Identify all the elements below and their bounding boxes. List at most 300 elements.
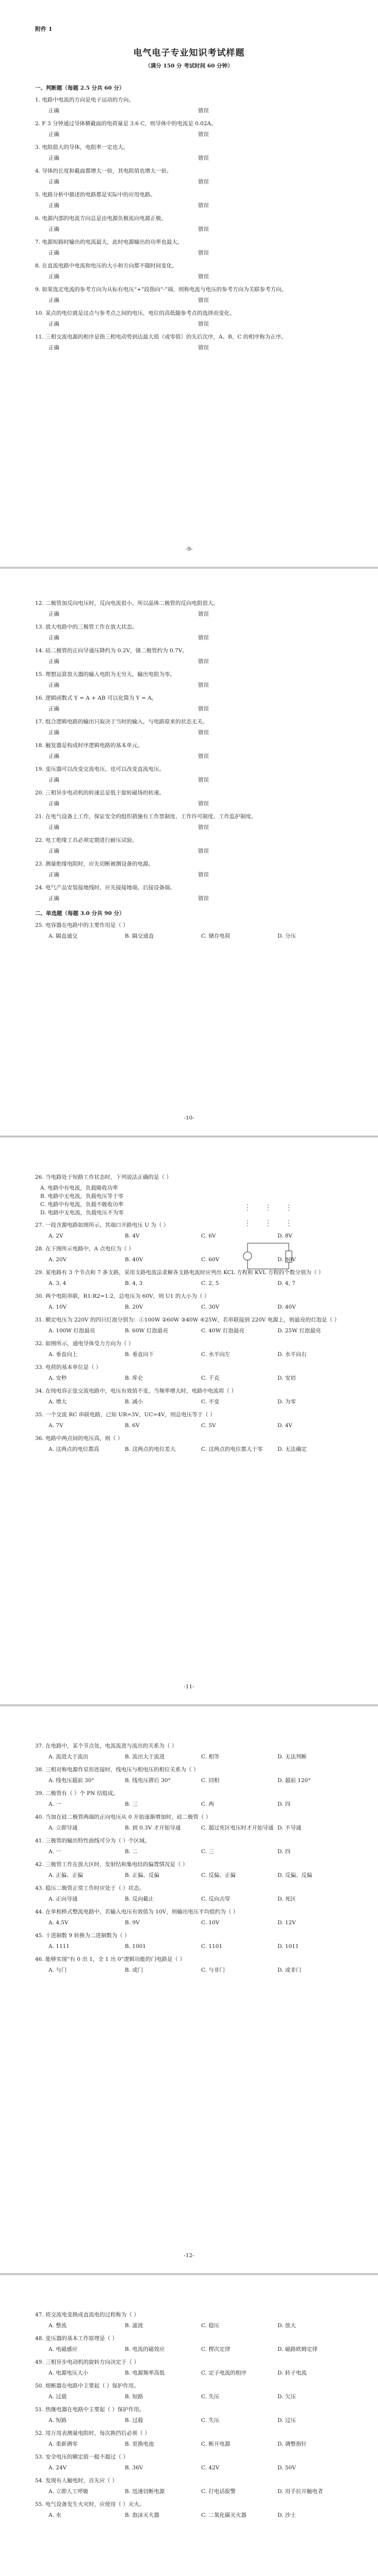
answer-options	[35, 2369, 344, 2377]
answer-options	[35, 658, 344, 666]
answer-options	[35, 1422, 344, 1430]
question-text: 34. 在纯电容正弦交流电路中，电压有效值不变，当频率增大时，电路中电流将（ ）	[35, 1388, 237, 1394]
question-text: 13. 放大电路中的三极管工作在放大状态。	[35, 624, 138, 630]
answer-options	[35, 1943, 344, 1951]
page-number: -11-	[184, 1684, 194, 1690]
answer-option[interactable]: 错误	[198, 345, 209, 351]
answer-option[interactable]: 正确	[48, 824, 59, 831]
question-text: 17. 组合逻辑电路的输出只取决于当时的输入，与电路原来的状态无关。	[35, 719, 208, 725]
answer-option[interactable]: 错误	[198, 131, 209, 138]
answer-option[interactable]: 错误	[198, 730, 209, 736]
answer-option[interactable]: C. 同相	[201, 1777, 220, 1784]
answer-option[interactable]: 错误	[198, 777, 209, 783]
answer-option[interactable]: C. 打电话报警	[201, 2488, 236, 2495]
answer-options	[35, 249, 344, 257]
answer-option[interactable]: C. 电路中有电流，负载不吸收功率	[40, 1201, 124, 1208]
question-text: 28. 在下图所示电路中，A 点电位为（ ）	[35, 1246, 134, 1252]
answer-options	[35, 776, 344, 784]
answer-option[interactable]: 正确	[48, 872, 59, 878]
question-text: 43. 稳压二极管正常工作时应处于（ ）状态。	[35, 1885, 145, 1891]
answer-option[interactable]: B. 36V	[125, 2465, 143, 2471]
question-text: 46. 能够实现“有 0 出 1，全 1 出 0”逻辑功能的门电路是（ ）	[35, 1956, 185, 1962]
question-text: 48. 变压器的基本工作原理是（ ）	[35, 2335, 118, 2342]
answer-options	[35, 871, 344, 879]
answer-options	[35, 2441, 344, 2448]
answer-option[interactable]: A. 1111	[48, 1943, 70, 1950]
answer-options	[35, 178, 344, 186]
answer-option[interactable]: 正确	[48, 250, 59, 256]
answer-option[interactable]: C. 二氧化碳灭火器	[201, 2512, 246, 2518]
answer-option[interactable]: A. 2V	[48, 1233, 63, 1239]
answer-option[interactable]: C. 储存电荷	[201, 933, 231, 939]
judge-question-list	[35, 96, 344, 352]
question-text: 21. 在电气设备上工作，保证安全的组织措施有工作票制度、工作许可制度、工作监护制度。	[35, 814, 257, 820]
question-text: 8. 在直流电路中电流和电压的大小和方向都不随时间变化。	[35, 263, 177, 269]
answer-options	[35, 1753, 344, 1761]
answer-option[interactable]: 错误	[198, 706, 209, 712]
answer-option[interactable]: C. 反偏、正偏	[201, 1872, 236, 1878]
answer-option[interactable]: A. 正向导通	[48, 1896, 78, 1902]
answer-options	[35, 1375, 344, 1382]
answer-options	[35, 753, 344, 760]
page-1	[0, 0, 378, 567]
answer-options	[35, 2393, 344, 2401]
answer-option[interactable]: D. 沙土	[277, 2512, 296, 2518]
answer-option[interactable]: B. 更换电池	[125, 2441, 154, 2447]
answer-option[interactable]: D. 或非门	[277, 1967, 302, 1973]
question-text: 27. 一段含源电路如图所示，其端口开路电压 U 为（ ）	[35, 1222, 169, 1228]
answer-option[interactable]: B. 电路中无电流，负载电压等于零	[40, 1193, 124, 1199]
question-text: 23. 测量绝缘电阻时，应先切断被测设备的电源。	[35, 861, 154, 867]
question-text: 47. 将交流电变换成直流电的过程称为（ ）	[35, 2312, 139, 2318]
answer-option[interactable]: A. 电路中有电流，负载吸收功率	[40, 1185, 118, 1191]
answer-option[interactable]: 正确	[48, 321, 59, 327]
question-text: 14. 硅二极管的正向导通压降约为 0.2V，锗二极管约为 0.7V。	[35, 648, 188, 654]
answer-options	[35, 297, 344, 304]
answer-option[interactable]: 错误	[198, 274, 209, 280]
question-text: 52. 用万用表测量电阻时，每次换挡后必须（ ）	[35, 2430, 150, 2436]
answer-option[interactable]: A. 电磁感应	[48, 2346, 78, 2352]
answer-option[interactable]: B. 正偏、反偏	[125, 1872, 159, 1878]
answer-option[interactable]: C. 5V	[201, 1422, 216, 1429]
question-text: 3. 电阻值大的导体，电阻率一定也大。	[35, 144, 129, 150]
answer-option[interactable]: D. 1011	[277, 1943, 299, 1950]
answer-options	[35, 202, 344, 210]
answer-options	[35, 226, 344, 233]
answer-option[interactable]: 错误	[198, 108, 209, 114]
question-text: 49. 三相异步电动机的旋转方向决定于（ ）	[35, 2359, 139, 2365]
answer-option[interactable]: 正确	[48, 179, 59, 185]
answer-option[interactable]: 正确	[48, 801, 59, 807]
answer-option[interactable]: 错误	[198, 872, 209, 878]
section-heading-judge: 一、判断题（每题 2.5 分共 60 分）	[35, 85, 125, 91]
answer-option[interactable]: A. 隔直通交	[48, 933, 78, 939]
answer-option[interactable]: B. 二	[125, 1849, 138, 1855]
answer-options	[35, 611, 344, 618]
answer-option[interactable]: B. 9V	[125, 1920, 140, 1926]
answer-option[interactable]: D. 分压	[277, 933, 296, 939]
answer-options	[35, 848, 344, 855]
answer-option[interactable]: C. 30V	[201, 1304, 220, 1310]
question-text: 54. 发现有人触电时，首先应（ ）	[35, 2478, 118, 2484]
answer-option[interactable]: A. 24V	[48, 2465, 67, 2471]
answer-option[interactable]: B. 6V	[125, 1422, 140, 1429]
answer-option[interactable]: C. 失压	[201, 2417, 220, 2424]
question-text: 4. 导体的长度和截面都增大一倍，其电阻值也增大一倍。	[35, 168, 172, 174]
answer-option[interactable]: D. 40V	[277, 1304, 296, 1310]
answer-option[interactable]: C. 失压	[201, 2394, 220, 2400]
question-text: 50. 熔断器在电路中主要起（ ）保护作用。	[35, 2383, 139, 2389]
answer-option[interactable]: 正确	[48, 155, 59, 161]
answer-options	[35, 895, 344, 903]
answer-option[interactable]: 错误	[198, 297, 209, 303]
answer-options	[35, 933, 344, 940]
answer-option[interactable]: A. 100W 灯泡最亮	[48, 1328, 95, 1334]
answer-option[interactable]: 正确	[48, 131, 59, 138]
question-text: 37. 在电路中，某个节点处，电流流进与流出的关系为（ ）	[35, 1743, 177, 1749]
circuit-diagram	[242, 1199, 304, 1277]
answer-option[interactable]: 错误	[198, 321, 209, 327]
answer-option[interactable]: D. 超前 120°	[277, 1777, 311, 1784]
answer-option[interactable]: C. 42V	[201, 2465, 220, 2471]
answer-option[interactable]: B. 垂直向下	[125, 1351, 154, 1358]
question-text: 55. 电气设备发生火灾时，应使用（ ）灭火。	[35, 2501, 145, 2507]
question-text: 32. 如图所示，通电导体受力方向为（ ）	[35, 1341, 134, 1347]
answer-options	[35, 1446, 344, 1453]
answer-option[interactable]: B. 三	[125, 1801, 138, 1807]
answer-options	[35, 2488, 344, 2496]
answer-option[interactable]: 错误	[198, 682, 209, 688]
answer-option[interactable]: B. 滤波	[125, 2323, 143, 2329]
answer-option[interactable]: 错误	[198, 179, 209, 185]
answer-option[interactable]: B. 减小	[125, 1399, 143, 1405]
answer-option[interactable]: D. 欠压	[277, 2394, 296, 2400]
answer-option[interactable]: C. 10V	[201, 1920, 220, 1926]
answer-option[interactable]: B. 电流的磁效应	[125, 2346, 165, 2352]
answer-option[interactable]: D. 死区	[277, 1896, 296, 1902]
answer-option[interactable]: 错误	[198, 895, 209, 902]
choice-question-list	[35, 922, 344, 940]
answer-options	[35, 1351, 344, 1359]
answer-option[interactable]: 正确	[48, 345, 59, 351]
answer-option[interactable]: D. 25W 灯泡最亮	[277, 1328, 321, 1334]
answer-option[interactable]: B. 60W 灯泡最亮	[125, 1328, 168, 1334]
answer-options	[35, 1303, 344, 1311]
answer-option[interactable]: 正确	[48, 202, 59, 209]
answer-option[interactable]: C. 相等	[201, 1754, 220, 1760]
answer-option[interactable]: A. 正偏、正偏	[48, 1872, 83, 1878]
answer-option[interactable]: D. 4V	[277, 1422, 292, 1429]
question-text: 16. 逻辑函数式 Y = A + AB 可以化简为 Y = A。	[35, 695, 157, 701]
answer-options	[35, 1398, 344, 1406]
answer-option[interactable]: A. 垂直向上	[48, 1351, 78, 1358]
answer-option[interactable]: D. 转子电流	[277, 2370, 307, 2376]
answer-option[interactable]: A. 短路	[48, 2417, 67, 2424]
question-text: 1. 电路中电流的方向是电子运动的方向。	[35, 97, 134, 103]
question-text: 25. 电容器在电路中的主要作用是（ ）	[35, 922, 128, 928]
answer-option[interactable]: A. 过载	[48, 2394, 67, 2400]
answer-option[interactable]: 错误	[198, 635, 209, 641]
question-text: 44. 在单相桥式整流电路中，若输入电压有效值为 10V，则输出电压平均值约为（ ）	[35, 1909, 239, 1915]
answer-option[interactable]: 正确	[48, 895, 59, 902]
answer-option[interactable]: A. 这两点的电位都高	[48, 1446, 100, 1452]
answer-option[interactable]: C. 这两点的电位都大于零	[201, 1446, 263, 1452]
question-text: 31. 额定电压为 220V 的四只灯泡分别为：①100W ②60W ③40W ④25W，若串联接到 220V 电源上，则最亮的灯泡是（ ）	[35, 1317, 340, 1323]
answer-option[interactable]: D. 80V	[277, 1257, 296, 1263]
section-heading-choice: 二、单选题（每题 3.0 分共 90 分）	[35, 910, 125, 917]
answer-option[interactable]: A. 重新调零	[48, 2441, 78, 2447]
answer-option[interactable]: A. 与门	[48, 1967, 67, 1973]
answer-options	[35, 800, 344, 808]
answer-option[interactable]: 正确	[48, 658, 59, 665]
answer-options	[35, 2417, 344, 2425]
answer-option[interactable]: B. 或门	[125, 1967, 143, 1973]
answer-option[interactable]: A. 立即导通	[48, 1825, 78, 1831]
page-2	[0, 569, 378, 1136]
answer-option[interactable]: B. 短路	[125, 2394, 143, 2400]
question-text: 6. 电源内部的电流方向总是由电源负极流向电源正极。	[35, 215, 167, 222]
answer-options	[35, 320, 344, 328]
answer-option[interactable]: 正确	[48, 777, 59, 783]
answer-option[interactable]: B. 线电压滞后 30°	[125, 1777, 171, 1784]
answer-options	[35, 1327, 344, 1335]
page-3	[0, 1138, 378, 1704]
answer-option[interactable]: C. 反向击穿	[201, 1896, 231, 1902]
question-text: 26. 当电路处于短路工作状态时，下列说法正确的是（ ）	[35, 1174, 172, 1180]
question-text: 19. 变压器可以改变交流电压，也可以改变直流电压。	[35, 766, 165, 772]
answer-option[interactable]: 错误	[198, 226, 209, 232]
answer-option[interactable]: B. 流出大于流进	[125, 1754, 165, 1760]
answer-option[interactable]: A. 增大	[48, 1399, 67, 1405]
answer-option[interactable]: 正确	[48, 274, 59, 280]
answer-option[interactable]: D. 12V	[277, 1920, 296, 1926]
question-text: 36. 电路中两点间的电压高，则（ ）	[35, 1435, 123, 1442]
answer-option[interactable]: 错误	[198, 801, 209, 807]
attachment-label: 附件 1	[35, 26, 53, 32]
document-title: 电气电子专业知识考试样题	[133, 48, 245, 58]
answer-option[interactable]: A. 4.5V	[48, 1920, 69, 1926]
answer-option[interactable]: A. 电源电压大小	[48, 2370, 89, 2376]
answer-option[interactable]: D. 磁路欧姆定律	[277, 2346, 318, 2352]
page-5-body	[35, 2311, 344, 2524]
question-text: 2. F 3 分钟通过导体横截面的电荷量是 3.6 C，则导体中的电流是 0.02A。	[35, 121, 217, 127]
answer-options	[35, 2512, 344, 2519]
answer-option[interactable]: A. 3, 4	[48, 1280, 67, 1286]
answer-option[interactable]: D. 安培	[277, 1375, 296, 1381]
answer-options	[35, 1895, 344, 1903]
page-5	[0, 2275, 378, 2576]
answer-option[interactable]: A. 水	[48, 2512, 61, 2518]
question-text: 42. 三极管工作在放大区时，发射结和集电结的偏置情况是（ ）	[35, 1861, 188, 1868]
answer-options	[35, 2346, 344, 2353]
answer-options	[35, 155, 344, 162]
answer-option[interactable]: 错误	[198, 155, 209, 161]
answer-option[interactable]: 正确	[48, 226, 59, 232]
answer-option[interactable]: C. 三	[201, 1849, 214, 1855]
answer-option[interactable]: 正确	[48, 730, 59, 736]
question-text: 10. 某点的电位就是这点与参考点之间的电压，电位的高低随参考点的选择而变化。	[35, 310, 235, 316]
question-text: 20. 三相异步电动机的转速总是低于旋转磁场的转速。	[35, 790, 165, 796]
answer-options	[35, 1801, 344, 1808]
answer-option[interactable]: B. 反向截止	[125, 1896, 154, 1902]
answer-option[interactable]: A. 20V	[48, 1257, 67, 1263]
question-text: 24. 电气产品安装接地线时，应先接接地端，后接设备端。	[35, 885, 176, 891]
question-text: 29. 某电路有 3 个节点和 7 条支路，采用支路电流法求解各支路电流时应列出 KCL 方程和 KVL 方程的个数分别为（ ）	[35, 1269, 324, 1276]
answer-option[interactable]: 错误	[198, 202, 209, 209]
judge-question-list	[35, 600, 344, 903]
answer-option[interactable]: D. 50V	[277, 2465, 296, 2471]
answer-option[interactable]: A. 10V	[48, 1304, 67, 1310]
page-2-body	[35, 600, 344, 945]
question-text: 39. 二极管有（ ）个 PN 结组成。	[35, 1790, 119, 1797]
answer-option[interactable]: D. 四	[277, 1801, 291, 1807]
answer-option[interactable]: 正确	[48, 706, 59, 712]
page-number: -10-	[184, 1115, 194, 1121]
answer-options	[35, 1777, 344, 1785]
answer-options	[35, 1824, 344, 1832]
answer-option[interactable]: D. 无法判断	[277, 1754, 307, 1760]
answer-option[interactable]: D. 无法确定	[277, 1446, 307, 1452]
answer-options	[35, 1848, 344, 1856]
answer-option[interactable]: 正确	[48, 848, 59, 854]
answer-option[interactable]: A. 流进大于流出	[48, 1754, 89, 1760]
answer-option[interactable]: A. 一	[48, 1801, 61, 1807]
answer-option[interactable]: D. 放大	[277, 2323, 296, 2329]
answer-option[interactable]: D. 四	[277, 1849, 291, 1855]
answer-options	[35, 2464, 344, 2472]
answer-option[interactable]: D. 8V	[277, 1233, 292, 1239]
answer-options	[35, 824, 344, 832]
answer-option[interactable]: 正确	[48, 635, 59, 641]
answer-option[interactable]: A. 线电压超前 30°	[48, 1777, 94, 1784]
answer-option[interactable]: 错误	[198, 824, 209, 831]
answer-options	[35, 107, 344, 115]
question-text: 5. 电路分析中描述的电路都是实际中的应用电路。	[35, 192, 156, 198]
answer-option[interactable]: 正确	[48, 108, 59, 114]
page-1-body	[35, 77, 344, 357]
document-subtitle: （满分 150 分 考试时间 60 分钟）	[145, 63, 233, 69]
answer-option[interactable]: A. 7V	[48, 1422, 63, 1429]
answer-option[interactable]: 错误	[198, 753, 209, 759]
answer-option[interactable]: C. 楞次定律	[201, 2346, 231, 2352]
answer-option[interactable]: B. 库仑	[125, 1375, 143, 1381]
answer-option[interactable]: B. 泡沫灭火器	[125, 2512, 159, 2518]
question-text: 35. 一个交流 RC 串联电路，已知 UR=3V，UC=4V，则总电压等于（ ）	[35, 1412, 216, 1418]
page-4	[0, 1706, 378, 2273]
answer-option[interactable]: 错误	[198, 250, 209, 256]
answer-option[interactable]: C. 定子电流的相序	[201, 2370, 246, 2376]
answer-option[interactable]: C. 断开电源	[201, 2441, 231, 2447]
answer-option[interactable]: A. 安秒	[48, 1375, 67, 1381]
answer-option[interactable]: B. 到 0.3V 才开始导通	[125, 1825, 181, 1831]
answer-option[interactable]: B. 4V	[125, 1233, 140, 1239]
page-number: -12-	[184, 2252, 194, 2259]
answer-option[interactable]: 正确	[48, 611, 59, 617]
answer-option[interactable]: C. 2, 5	[201, 1280, 219, 1286]
question-text: 15. 理想运算放大器的输入电阻为无穷大，输出电阻为零。	[35, 671, 176, 677]
answer-option[interactable]: D. 4, 7	[277, 1280, 295, 1286]
question-text: 40. 当加在硅二极管两端的正向电压从 0 开始逐渐增加时，硅二极管（ ）	[35, 1814, 211, 1820]
question-text: 41. 三极管的输出特性曲线可分为（ ）个区域。	[35, 1838, 150, 1844]
question-text: 53. 安全电压的额定值一般不超过（ ）	[35, 2454, 128, 2460]
answer-option[interactable]: D. 为零	[277, 1399, 296, 1405]
answer-option[interactable]: A. 整流	[48, 2323, 67, 2329]
answer-option[interactable]: 错误	[198, 611, 209, 617]
question-text: 51. 热继电器在电路中主要起（ ）保护作用。	[35, 2406, 145, 2413]
answer-option[interactable]: B. 这两点的电位差大	[125, 1446, 176, 1452]
page-4-body	[35, 1742, 344, 1979]
answer-option[interactable]: C. 1101	[201, 1943, 223, 1950]
question-text: 45. 十进制数 9 转换为二进制数为（ ）	[35, 1933, 130, 1939]
answer-option[interactable]: 错误	[198, 848, 209, 854]
answer-option[interactable]: C. 超过死区电压时才开始导通	[201, 1825, 274, 1831]
answer-options	[35, 2322, 344, 2330]
answer-option[interactable]: 正确	[48, 682, 59, 688]
answer-option[interactable]: 正确	[48, 297, 59, 303]
answer-options	[35, 682, 344, 689]
answer-options	[35, 1967, 344, 1974]
answer-option[interactable]: D. 调整指针	[277, 2441, 307, 2447]
answer-option[interactable]: 错误	[198, 658, 209, 665]
choice-question-list	[35, 2311, 344, 2519]
answer-option[interactable]: B. 20V	[125, 1304, 143, 1310]
question-text: 18. 触发器是构成时序逻辑电路的基本单元。	[35, 742, 143, 749]
answer-option[interactable]: C. 40W 灯泡最亮	[201, 1328, 244, 1334]
answer-option[interactable]: B. 电源频率高低	[125, 2370, 165, 2376]
answer-option[interactable]: D. 不导通	[277, 1825, 302, 1831]
answer-option[interactable]: C. 与非门	[201, 1967, 225, 1973]
answer-option[interactable]: C. 千克	[201, 1375, 220, 1381]
answer-option[interactable]: B. 隔交通直	[125, 933, 154, 939]
answer-options	[35, 705, 344, 713]
answer-option[interactable]: D. 过压	[277, 2417, 296, 2424]
answer-option[interactable]: D. 反偏、反偏	[277, 1872, 313, 1878]
answer-option[interactable]: B. 4, 3	[125, 1280, 143, 1286]
answer-option[interactable]: B. 迅速切断电源	[125, 2488, 165, 2495]
answer-option[interactable]: D. 电路中无电流，负载电压不为零	[40, 1210, 124, 1216]
question-text: 30. 两个电阻串联，R1:R2=1:2，总电压为 60V，则 U1 的大小为（ ）	[35, 1293, 210, 1299]
question-text: 12. 二极管加反向电压时，反向电流很小，所以晶体二极管的反向电阻很大。	[35, 600, 219, 606]
answer-options	[35, 273, 344, 281]
answer-option[interactable]: C. 60V	[201, 1257, 220, 1263]
answer-option[interactable]: A. 一	[48, 1849, 61, 1855]
question-text: 11. 三相交流电源的相序是指三相电动势到达最大值（或零值）的先后次序，A、B、C 的相序称为正序。	[35, 334, 287, 340]
answer-option[interactable]: D. 用手拉开触电者	[277, 2488, 323, 2495]
answer-options	[35, 1919, 344, 1927]
answer-options	[35, 344, 344, 352]
answer-options	[35, 131, 344, 139]
answer-option[interactable]: B. 40V	[125, 1257, 143, 1263]
answer-options	[35, 634, 344, 642]
answer-option[interactable]: C. 两	[201, 1801, 214, 1807]
choice-question-list	[35, 1742, 344, 1974]
answer-option[interactable]: C. 6V	[201, 1233, 216, 1239]
answer-option[interactable]: B. 过载	[125, 2417, 143, 2424]
answer-option[interactable]: C. 稳压	[201, 2323, 220, 2329]
answer-option[interactable]: C. 水平向左	[201, 1351, 231, 1358]
answer-option[interactable]: C. 不变	[201, 1399, 220, 1405]
question-text: 38. 三相对称电源作星形连接时，线电压与相电压的相位关系为（ ）	[35, 1767, 199, 1773]
page-number: -9-	[185, 546, 193, 552]
answer-option[interactable]: B. 1001	[125, 1943, 146, 1950]
question-text: 9. 如果选定电流的参考方向为从标有电压“+”段指向“-”端，则称电流与电压的参考方向为关联参考方向。	[35, 286, 287, 293]
answer-option[interactable]: A. 立即人工呼吸	[48, 2488, 89, 2495]
answer-options	[35, 729, 344, 737]
answer-option[interactable]: D. 水平向右	[277, 1351, 307, 1358]
question-text: 33. 电荷的基本单位是（ ）	[35, 1364, 102, 1370]
answer-options	[35, 1280, 344, 1287]
answer-option[interactable]: 正确	[48, 753, 59, 759]
